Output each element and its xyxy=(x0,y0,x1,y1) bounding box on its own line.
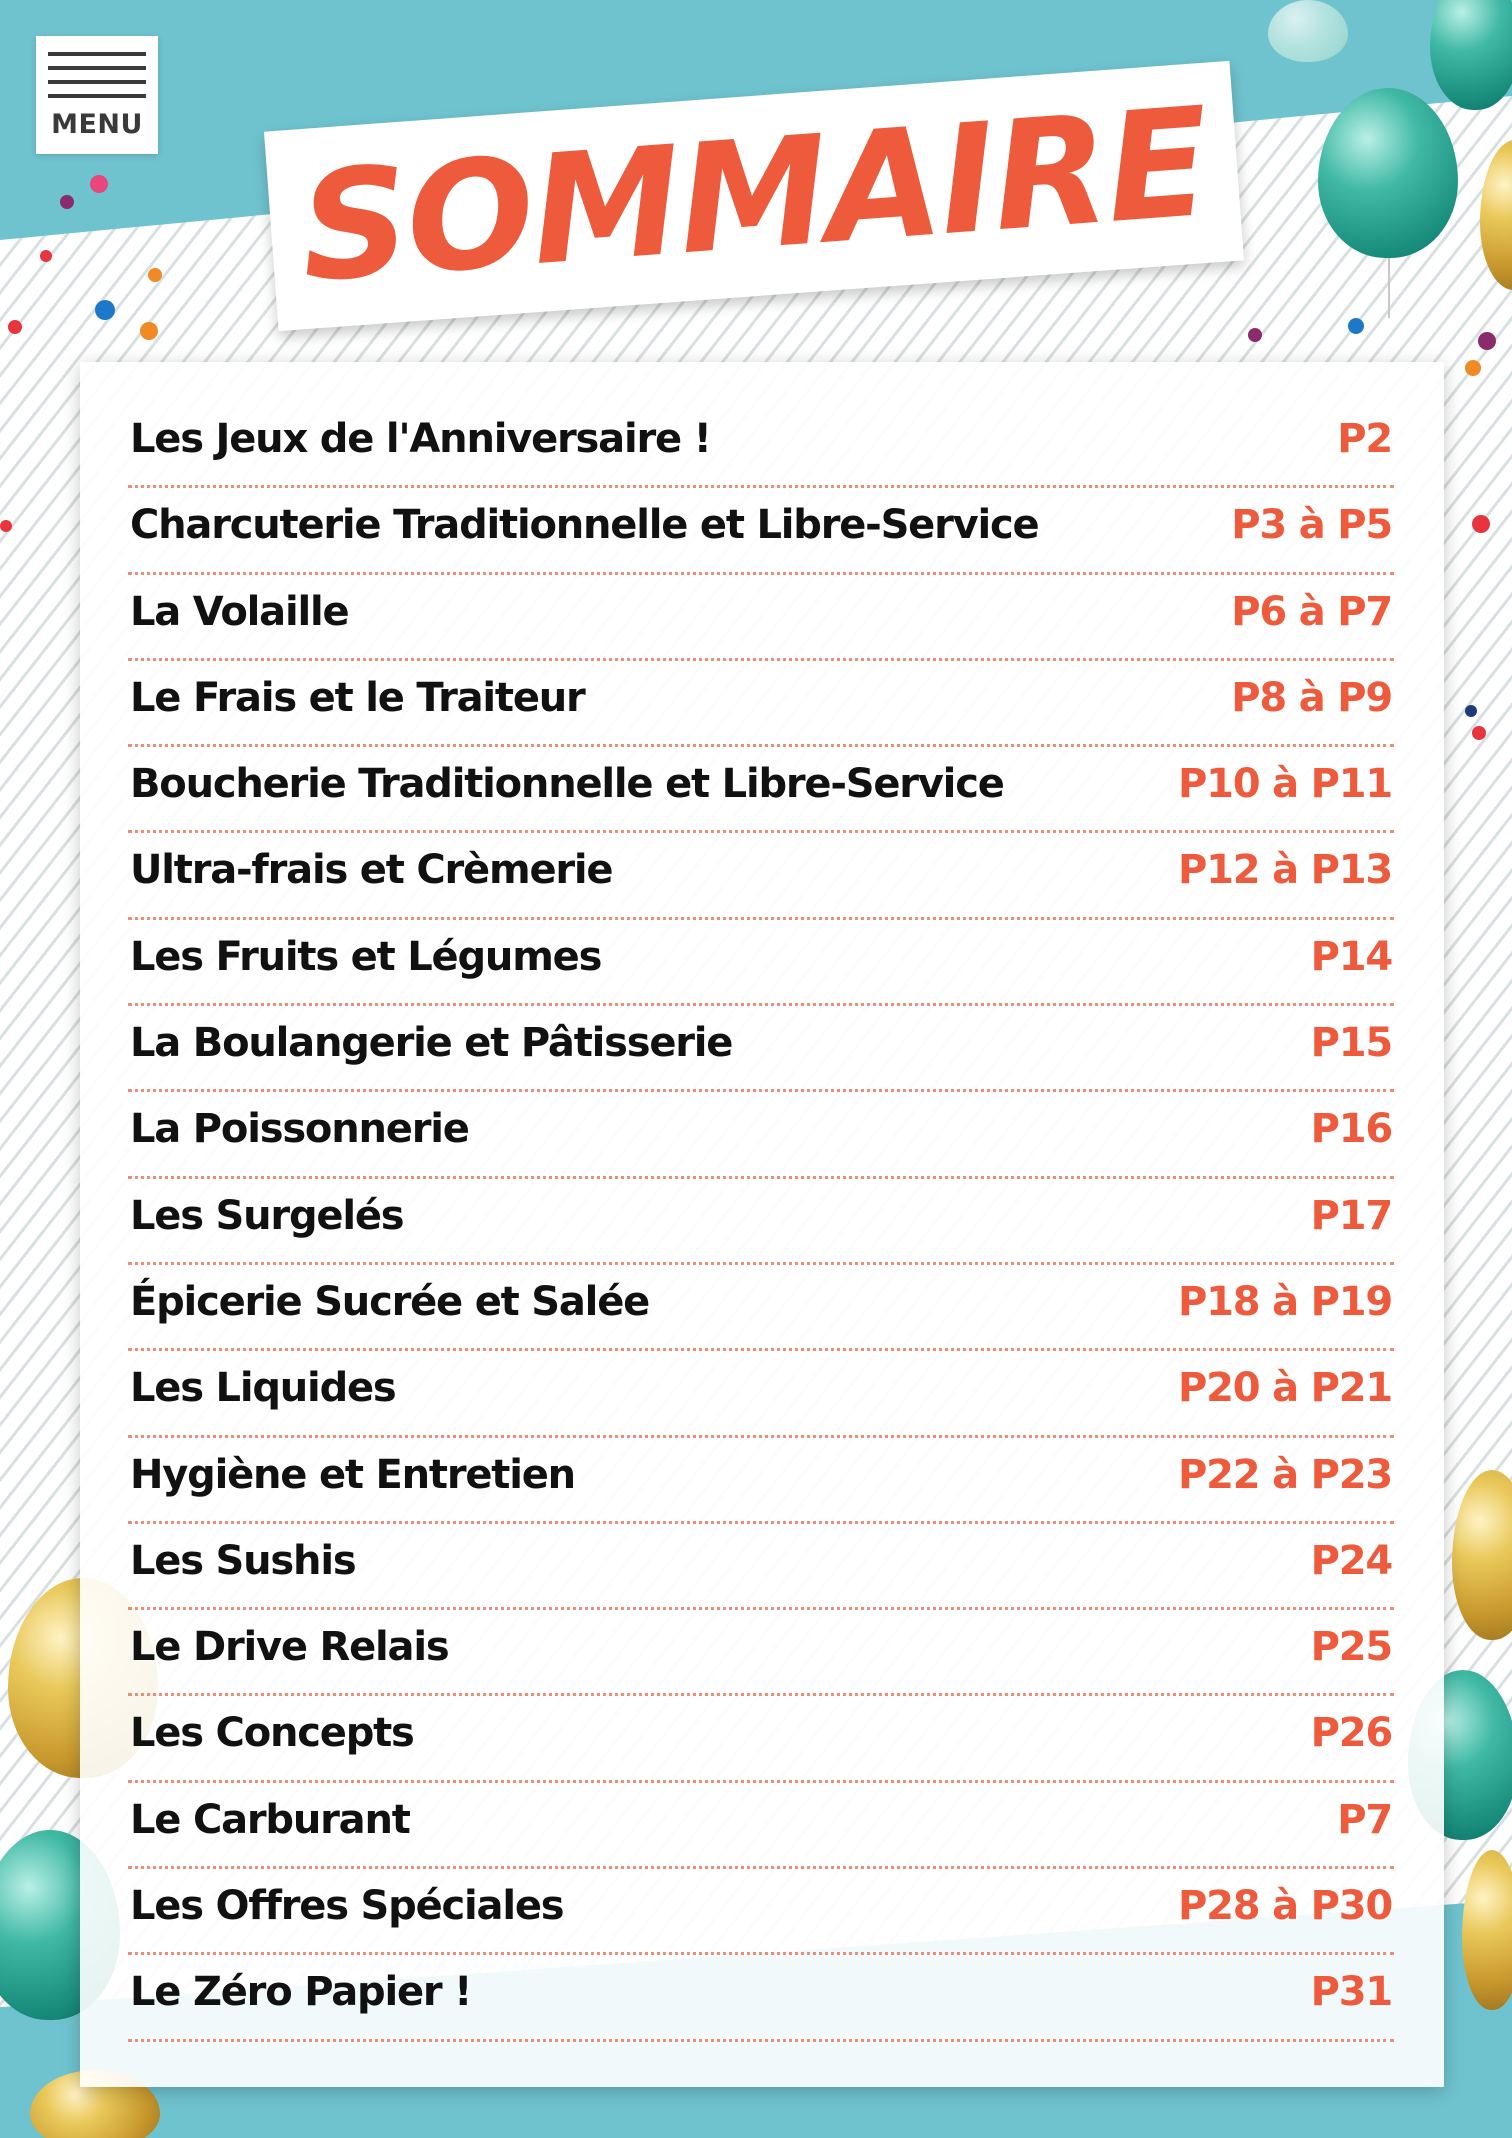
toc-title: La Poissonnerie xyxy=(130,1106,469,1153)
confetti xyxy=(1248,328,1262,342)
toc-page: P7 xyxy=(1337,1796,1392,1843)
toc-title: Le Frais et le Traiteur xyxy=(130,674,585,721)
confetti xyxy=(90,175,108,193)
toc-row[interactable] xyxy=(128,1179,1394,1265)
toc-title: Boucherie Traditionnelle et Libre-Service xyxy=(130,761,1004,808)
toc-page: P31 xyxy=(1310,1969,1392,2016)
toc-title: Le Zéro Papier ! xyxy=(130,1969,472,2016)
confetti xyxy=(40,250,52,262)
hamburger-line xyxy=(48,94,146,98)
toc-row[interactable] xyxy=(128,1265,1394,1351)
confetti xyxy=(1472,726,1486,740)
toc-row[interactable] xyxy=(128,1696,1394,1782)
page-title: SOMMAIRE xyxy=(294,75,1214,317)
hamburger-line xyxy=(48,52,146,56)
toc-row[interactable] xyxy=(128,1610,1394,1696)
confetti xyxy=(140,322,158,340)
toc-page: P20 à P21 xyxy=(1177,1365,1392,1412)
confetti xyxy=(0,520,12,532)
confetti xyxy=(60,195,74,209)
toc-page: P10 à P11 xyxy=(1177,761,1392,808)
toc-title: Charcuterie Traditionnelle et Libre-Service xyxy=(130,502,1039,549)
toc-page: P25 xyxy=(1310,1624,1392,1671)
toc-row[interactable] xyxy=(128,1438,1394,1524)
confetti xyxy=(1348,318,1364,334)
balloon-icon xyxy=(1318,88,1458,258)
toc-title: Les Offres Spéciales xyxy=(130,1883,564,1930)
toc-title: Les Concepts xyxy=(130,1710,414,1757)
confetti xyxy=(1465,360,1481,376)
toc-row[interactable] xyxy=(128,1783,1394,1869)
toc-title: Le Drive Relais xyxy=(130,1624,449,1671)
toc-row[interactable] xyxy=(128,1524,1394,1610)
toc-page: P22 à P23 xyxy=(1177,1451,1392,1498)
toc-row[interactable] xyxy=(128,488,1394,574)
toc-page: P14 xyxy=(1310,933,1392,980)
toc-title: La Volaille xyxy=(130,588,349,635)
toc-row[interactable] xyxy=(128,833,1394,919)
toc-row[interactable] xyxy=(128,1092,1394,1178)
toc-row[interactable] xyxy=(128,747,1394,833)
confetti xyxy=(8,320,22,334)
toc-title: Les Jeux de l'Anniversaire ! xyxy=(130,416,711,462)
toc-page: P2 xyxy=(1337,416,1392,462)
toc-row[interactable] xyxy=(128,1006,1394,1092)
toc-row[interactable] xyxy=(128,661,1394,747)
toc-row[interactable] xyxy=(128,1869,1394,1955)
toc-title: Les Surgelés xyxy=(130,1192,404,1239)
balloon-icon xyxy=(1452,1470,1512,1640)
confetti xyxy=(1472,515,1490,533)
balloon-icon xyxy=(1462,1850,1512,2010)
toc-row[interactable] xyxy=(128,1955,1394,2041)
toc-page: P28 à P30 xyxy=(1177,1883,1392,1930)
toc-page: P8 à P9 xyxy=(1231,674,1392,721)
toc-page: P3 à P5 xyxy=(1231,502,1392,549)
toc-page: P12 à P13 xyxy=(1177,847,1392,894)
toc-page: P24 xyxy=(1310,1537,1392,1584)
balloon-icon xyxy=(1480,140,1512,290)
toc-title: Les Fruits et Légumes xyxy=(130,933,602,980)
hamburger-line xyxy=(48,66,146,70)
toc-page: P18 à P19 xyxy=(1177,1278,1392,1325)
toc-page: P26 xyxy=(1310,1710,1392,1757)
toc-list xyxy=(128,402,1394,2042)
menu-button[interactable] xyxy=(36,36,158,154)
confetti xyxy=(1465,705,1477,717)
toc-title: Ultra-frais et Crèmerie xyxy=(130,847,613,894)
toc-row[interactable] xyxy=(128,920,1394,1006)
toc-title: Hygiène et Entretien xyxy=(130,1451,575,1498)
toc-row[interactable] xyxy=(128,402,1394,488)
toc-title: Les Sushis xyxy=(130,1537,356,1584)
toc-title: La Boulangerie et Pâtisserie xyxy=(130,1020,733,1067)
toc-page: P6 à P7 xyxy=(1231,588,1392,635)
menu-label: MENU xyxy=(51,109,143,140)
toc-title: Épicerie Sucrée et Salée xyxy=(130,1278,650,1325)
toc-title: Le Carburant xyxy=(130,1796,410,1843)
hamburger-line xyxy=(48,80,146,84)
toc-page: P17 xyxy=(1310,1192,1392,1239)
balloon-icon xyxy=(1268,0,1348,62)
toc-page: P15 xyxy=(1310,1020,1392,1067)
confetti xyxy=(148,268,162,282)
confetti xyxy=(95,300,115,320)
toc-row[interactable] xyxy=(128,575,1394,661)
confetti xyxy=(1478,332,1496,350)
toc-row[interactable] xyxy=(128,1351,1394,1437)
balloon-string xyxy=(1388,258,1390,318)
toc-title: Les Liquides xyxy=(130,1365,396,1412)
toc-page: P16 xyxy=(1310,1106,1392,1153)
